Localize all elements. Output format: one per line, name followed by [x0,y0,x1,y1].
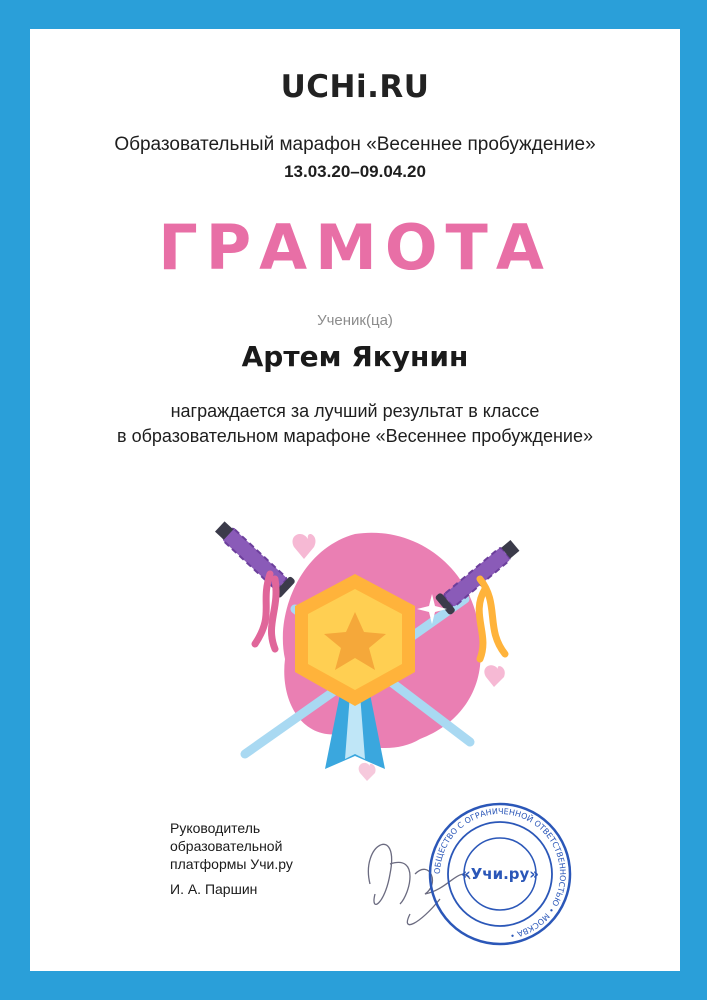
petal-icon [359,763,376,781]
signatory-line-2: образовательной [170,838,283,854]
pink-ribbon [255,574,276,649]
role-label: Ученик(ца) [317,312,393,329]
star-medal-emblem-icon [180,494,530,794]
petal-icon [484,665,504,687]
signatory-line-3: платформы Учи.ру [170,856,293,872]
award-line-2: в образовательном марафоне «Весеннее пробуждение» [117,426,593,446]
signatory-title [170,819,293,873]
stamp-center-text: «Учи.ру» [461,865,539,883]
award-text [30,399,680,449]
award-line-1: награждается за лучший результат в классе [170,401,540,421]
student-name: Артем Якунин [241,340,469,373]
marathon-dates: 13.03.20–09.04.20 [284,162,426,181]
left-katana-handle [212,518,296,599]
signatory-line-1: Руководитель [170,820,261,836]
company-seal-stamp [425,799,575,949]
stamp-ring-text: ОБЩЕСТВО С ОГРАНИЧЕННОЙ ОТВЕТСТВЕННОСТЬЮ • МОСКВА • [432,806,568,941]
heart-icon [293,534,316,559]
yellow-ribbon [479,579,505,659]
marathon-title: Образовательный марафон «Весеннее пробуждение» [114,134,596,155]
uchi-ru-logo: UCHi.RU [280,69,430,105]
certificate-title: ГРАМОТА [158,211,552,284]
certificate-sheet [30,29,680,971]
signatory-name: И. А. Паршин [170,881,258,897]
